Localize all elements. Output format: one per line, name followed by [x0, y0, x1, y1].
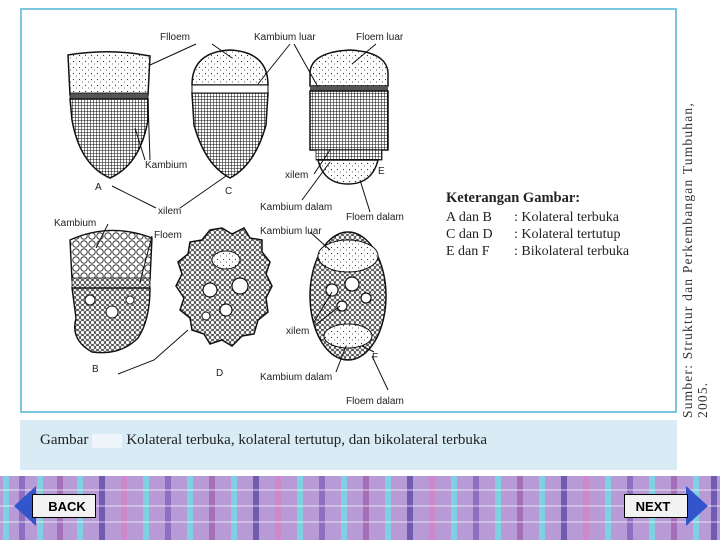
legend-value: : Kolateral terbuka	[514, 210, 619, 225]
bundle-e	[310, 50, 388, 184]
legend	[446, 190, 629, 260]
letter-a: A	[95, 182, 102, 193]
label-phloem-outer: Floem luar	[356, 32, 404, 43]
legend-row	[446, 226, 629, 243]
label-cambium-a: Kambium	[145, 160, 188, 171]
caption-text: Kolateral terbuka, kolateral tertutup, dan bikolateral terbuka	[126, 432, 487, 448]
label-phloem-a: Flloem	[160, 32, 191, 43]
legend-row	[446, 243, 629, 260]
legend-key: E dan F	[446, 244, 490, 259]
legend-value: : Bikolateral terbuka	[514, 244, 630, 259]
footer-tissue-banner	[0, 476, 720, 540]
label-cambium-inner-e: Kambium dalam	[260, 202, 333, 213]
source-note: Sumber: Struktur dan Perkembangan Tumbuhan, 2005.	[680, 102, 710, 418]
letter-b: B	[92, 364, 99, 375]
letter-d: D	[216, 368, 224, 379]
legend-key: A dan B	[446, 210, 492, 225]
label-phloem-inner-e: Floem dalam	[346, 212, 404, 223]
legend-title: Keterangan Gambar:	[446, 190, 581, 206]
letter-e: E	[378, 166, 385, 177]
label-xylem-e: xilem	[285, 170, 309, 181]
next-button[interactable]: NEXT	[624, 494, 688, 518]
caption-number-mask	[92, 434, 122, 448]
bundle-d	[176, 228, 272, 346]
legend-value: : Kolateral tertutup	[514, 227, 621, 242]
bundle-c	[192, 50, 268, 178]
label-cambium-b: Kambium	[54, 218, 97, 229]
caption-prefix: Gambar	[40, 432, 89, 448]
back-button[interactable]: BACK	[32, 494, 96, 518]
legend-key: C dan D	[446, 227, 493, 242]
bundle-f	[310, 232, 386, 360]
label-cambium-outer-f: Kambium luar	[260, 226, 322, 237]
next-arrow-icon[interactable]	[686, 486, 708, 526]
label-phloem-b: Floem	[154, 230, 182, 241]
label-xylem-ac: xilem	[158, 206, 182, 217]
label-phloem-inner-f: Floem dalam	[346, 396, 404, 407]
legend-row	[446, 209, 629, 226]
bundle-b	[70, 230, 152, 352]
letter-f: F	[372, 352, 379, 363]
label-cambium-inner-f: Kambium dalam	[260, 372, 333, 383]
label-xylem-f: xilem	[286, 326, 310, 337]
letter-c: C	[225, 186, 233, 197]
bundle-a	[68, 52, 150, 178]
figure-caption	[40, 432, 487, 449]
label-cambium-outer: Kambium luar	[254, 32, 316, 43]
